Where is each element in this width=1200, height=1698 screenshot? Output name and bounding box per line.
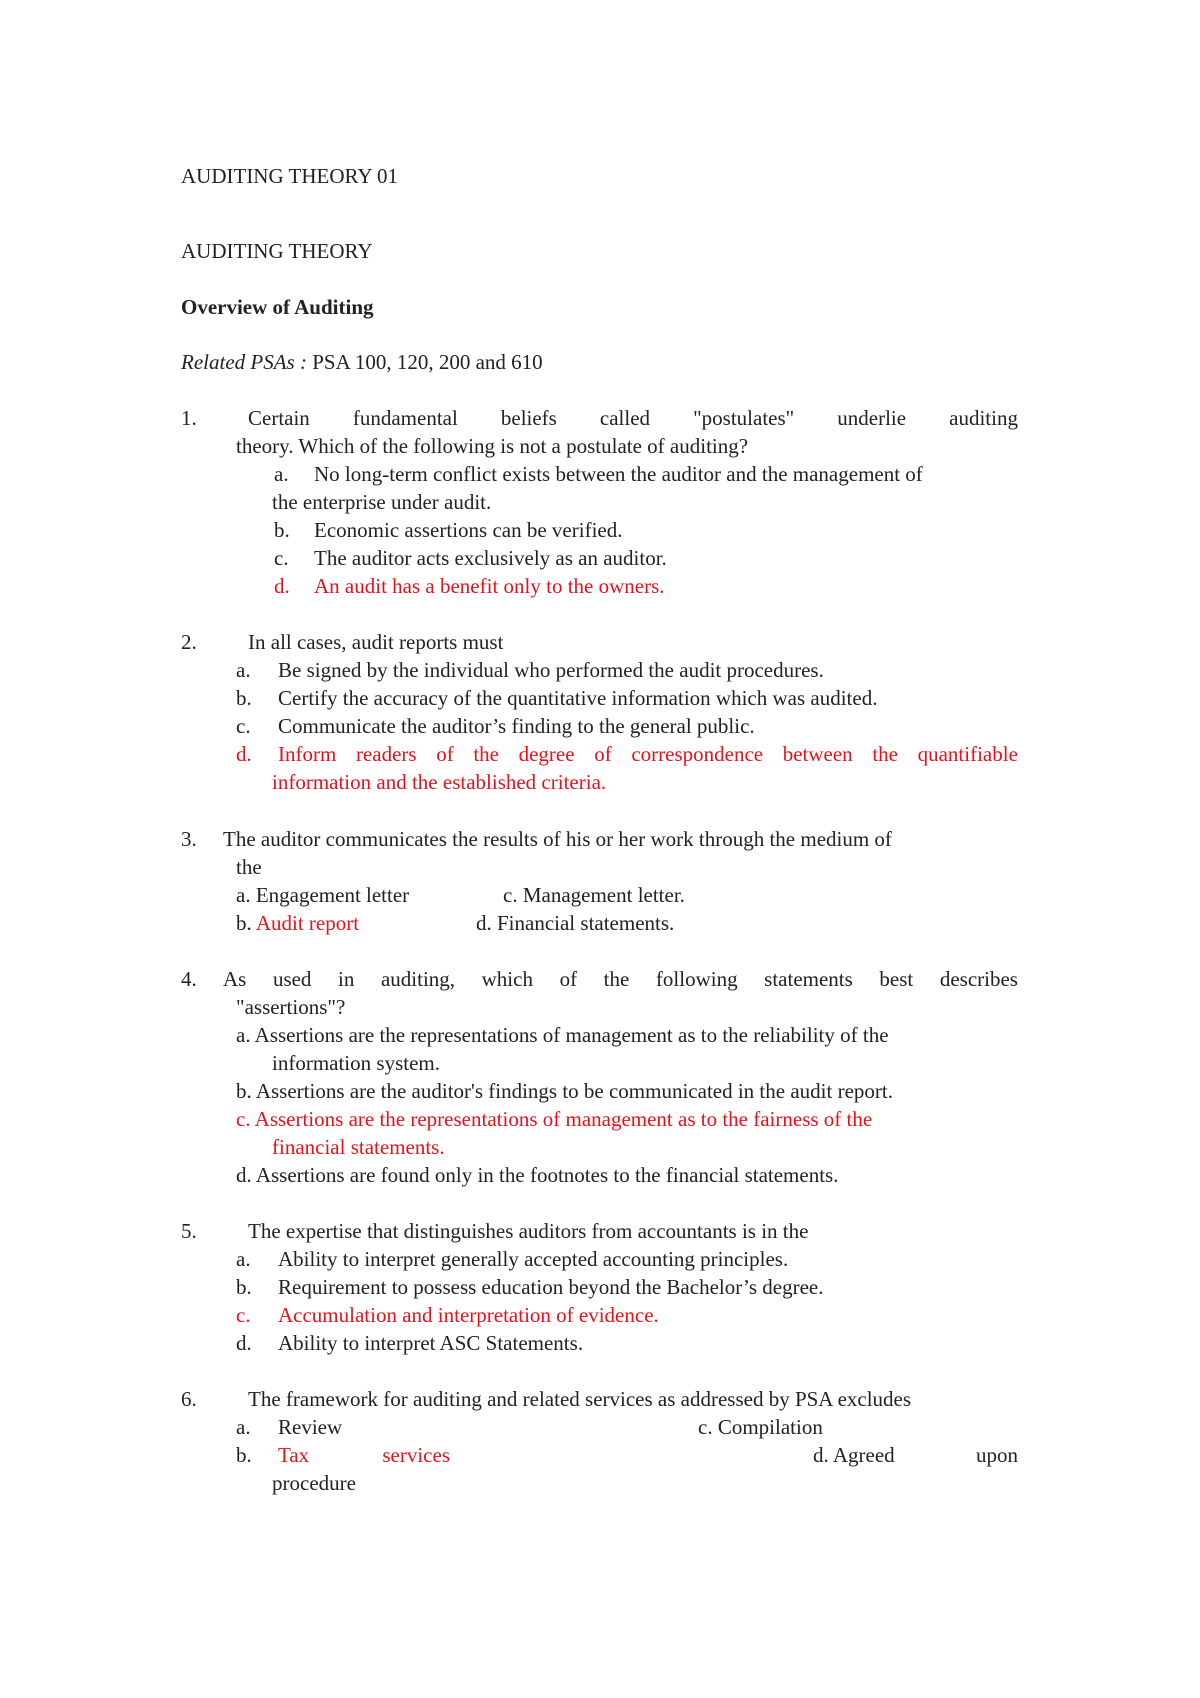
subject-heading: AUDITING THEORY	[181, 239, 373, 263]
option-a: a. Engagement letter	[236, 883, 410, 907]
question-number: 5.	[181, 1219, 197, 1243]
question-stem: Certain fundamental beliefs called "postulates" underlie auditing	[248, 406, 1018, 430]
question-number: 1.	[181, 406, 197, 430]
option-d: d. Financial statements.	[476, 911, 675, 935]
question-stem: The expertise that distinguishes auditors from accountants is in the	[248, 1219, 809, 1243]
question-stem: The framework for auditing and related services as addressed by PSA excludes	[248, 1387, 912, 1411]
question-number: 4.	[181, 967, 197, 991]
question-number: 6.	[181, 1387, 197, 1411]
question-number: 3.	[181, 827, 197, 851]
question-number: 2.	[181, 630, 197, 654]
option-b-correct-answer: b. Audit report	[236, 911, 360, 935]
related-psas-value: PSA 100, 120, 200 and 610	[306, 350, 543, 374]
document-title: AUDITING THEORY 01	[181, 164, 398, 188]
document-page: AUDITING THEORY 01 AUDITING THEORY Overview of Auditing Related PSAs : PSA 100, 120, 200 and 610 1. Certain fundamental beliefs called "postulates" underlie auditing theory. Which of the following is not a postulate of auditing? a. No long-term conflict exists between the auditor and the management of the enterprise under audit. b. Economic assertions can be verified. c. The auditor acts exclusively as an auditor. d. An audit has a benefit only to the owners. 2. In all cases, audit reports must a. Be signed by the individual who performed the audit procedures. b. Certify the accuracy of the quantitative information which was audited. c. Communicate the auditor’s finding to the general public. d. Inform readers of the degree of correspondence between the quantifiable information and the established criteria. 3. The auditor communicates the results of his or her work through the medium of the a. Engagement letter c. Management letter. b. Audit report d. Financial statements. 4. As used in auditing, which of the following statements best describes "assertions"? a. Assertions are the representations of management as to the reliability of the information system. b. Assertions are the auditor's findings to be communicated in the audit report. c. Assertions are the representations of management as to the fairness of the financial statements. d. Assertions are found only in the footnotes to the financial statements. 5. The expertise that distinguishes auditors from accountants is in the a. Ability to interpret generally accepted accounting principles. b. Requirement to possess education beyond the Bachelor’s degree. c. Accumulation and interpretation of evidence. d. Ability to interpret ASC Statements. 6. The framework for auditing and related services as addressed by PSA excludes a. Review c. Compilation b. Tax services d. Agreed upon procedure	[181, 164, 1018, 1495]
question-stem: The auditor communicates the results of his or her work through the medium of	[223, 827, 892, 851]
option-d: d. Assertions are found only in the footnotes to the financial statements.	[236, 1163, 839, 1187]
question-stem-continued: theory. Which of the following is not a postulate of auditing?	[236, 434, 749, 458]
related-psas-line	[181, 348, 543, 376]
section-heading: Overview of Auditing	[181, 295, 374, 319]
option-c: c. Management letter.	[503, 883, 685, 907]
option-c: c. Compilation	[698, 1415, 823, 1439]
question-stem: As used in auditing, which of the following statements best describes	[223, 967, 1018, 991]
question-stem: In all cases, audit reports must	[248, 630, 504, 654]
question-stem-continued: "assertions"?	[236, 995, 346, 1019]
option-b: b. Assertions are the auditor's findings to be communicated in the audit report.	[236, 1079, 893, 1103]
related-psas-label: Related PSAs :	[181, 350, 307, 374]
question-stem-continued: the	[236, 855, 262, 879]
